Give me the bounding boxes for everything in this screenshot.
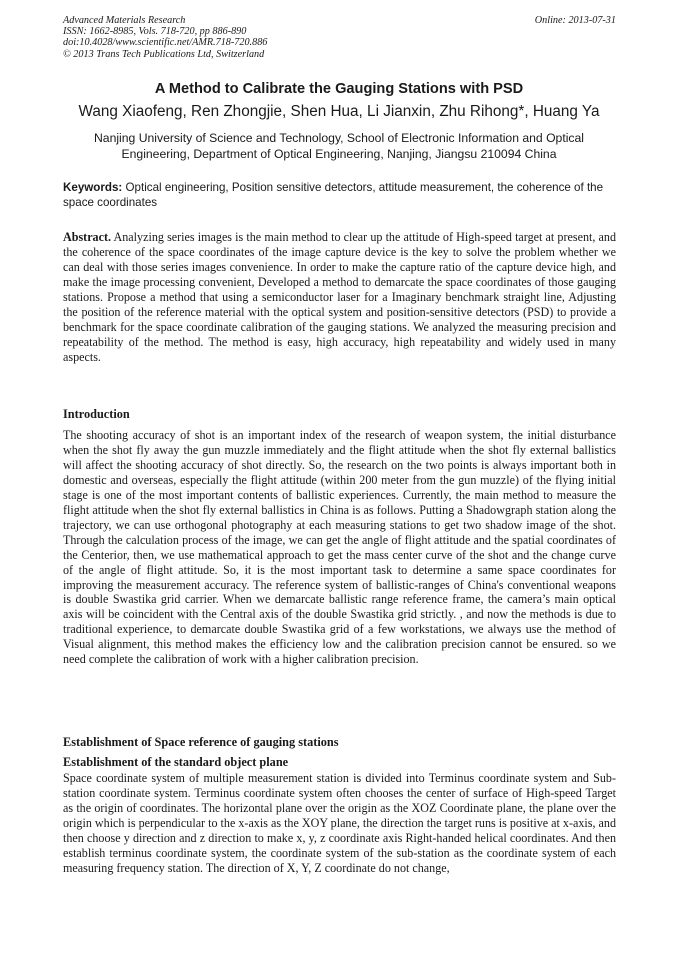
abstract-text: Analyzing series images is the main method to clear up the attitude of High-speed target at present, and the coherence of the space coordinates of the image capture device is the key to solve the problem whether we can deal with those series images convenience. In order to make the capture ratio of the capture device high, and make the image processing convenient, Developed a method to demarcate the space coordinates of those gauging stations. Propose a method that using a semiconductor laser for a Imaginary benchmark straight line, Adjusting the position of the reference material with the optical system and position-sensitive detectors (PSD) to provide a benchmark for the space coordinate calibration of the gauging stations. We analyzed the measuring precision and repeatability of the method. The method is easy, high accuracy, high repeatability and widely used in many aspects. bbox=[63, 230, 616, 364]
copyright-line: © 2013 Trans Tech Publications Ltd, Switzerland bbox=[63, 48, 265, 60]
journal-header bbox=[63, 15, 616, 60]
keywords-text: Optical engineering, Position sensitive detectors, attitude measurement, the coherence of the space coordinates bbox=[63, 181, 604, 209]
section-text: Space coordinate system of multiple measurement station is divided into Terminus coordinate system and Sub-station coordinate system. Terminus coordinate system often chooses the center of surface of High-speed Target as the origin of coordinates. The horizontal plane over the origin as the XOZ Coordinate plane, the plane over the origin which is perpendicular to the x-axis as the XOY plane, the direction the target runs is positive at x-axis, and then choose y direction and z direction to make x, y, z coordinate axis Right-handed helical coordinates. And then establish terminus coordinate system, the coordinate system of the sub-station as the coordinate system of each measuring frequency station. The direction of X, Y, Z coordinate do not change, bbox=[63, 771, 616, 875]
issn-line: ISSN: 1662-8985, Vols. 718-720, pp 886-890 bbox=[63, 26, 247, 38]
introduction-text: The shooting accuracy of shot is an important index of the research of weapon system, the initial disturbance when the shot fly away the gun muzzle immediately and the flight attitude when the shot fly external ballistics will affect the shooting accuracy of shot directly. So, the research on the two points is always important both in domestic and overseas, especially the flight attitude (within 200 meter from the gun muzzle) of the flying initial stage is one of the most important contents of ballistic experiences. Currently, the main method to measure the flight attitude when the shot fly external ballistics in China is as follows. Putting a Shadowgraph station along the trajectory, we can use orthogonal photography at each measuring stations to get two shadow image of the shot. Through the calculation process of the image, we can get the angle of flight attitude and the spatial coordinates of the Centerior, then, we use mathematical approach to get the mass center curve of the shot and the change curve of the angle of flight attitude. So, it is the most important task to determine a same space coordinates for improving the measurement accuracy. The reference system of ballistic-ranges of China's conventional weapons is double Swastika grid carrier. When we demarcate ballistic range reference frame, the camera’s main optical axis will be coincident with the Central axis of the double Swastika grid strictly. , and now the methods is due to traditional experience, to demarcate double Swastika grid of a few workstations, we always use the method of Visual alignment, this method makes the efficiency low and the calibration precision cannot be ensured. so we need complete the calibration of work with a higher calibration precision. bbox=[63, 428, 616, 667]
abstract-block bbox=[63, 230, 616, 365]
section-heading: Establishment of Space reference of gauging stations bbox=[63, 735, 339, 749]
affiliation: Nanjing University of Science and Technology, School of Electronic Information and Optical Engineering, Department of Optical Engineering, Nanjing, Jiangsu 210094 China bbox=[93, 131, 585, 161]
online-date: Online: 2013-07-31 bbox=[534, 15, 616, 26]
journal-name: Advanced Materials Research bbox=[63, 15, 186, 26]
introduction-heading: Introduction bbox=[63, 407, 130, 421]
author-list: Wang Xiaofeng, Ren Zhongjie, Shen Hua, Li Jianxin, Zhu Rihong*, Huang Ya bbox=[78, 103, 600, 120]
paper-title: A Method to Calibrate the Gauging Stations with PSD bbox=[154, 81, 524, 97]
subsection-heading: Establishment of the standard object plane bbox=[63, 755, 289, 769]
keywords-block bbox=[63, 181, 616, 210]
keywords-label: Keywords: bbox=[63, 181, 123, 194]
doi-line: doi:10.4028/www.scientific.net/AMR.718-720.886 bbox=[63, 37, 268, 49]
abstract-label: Abstract. bbox=[63, 230, 112, 244]
